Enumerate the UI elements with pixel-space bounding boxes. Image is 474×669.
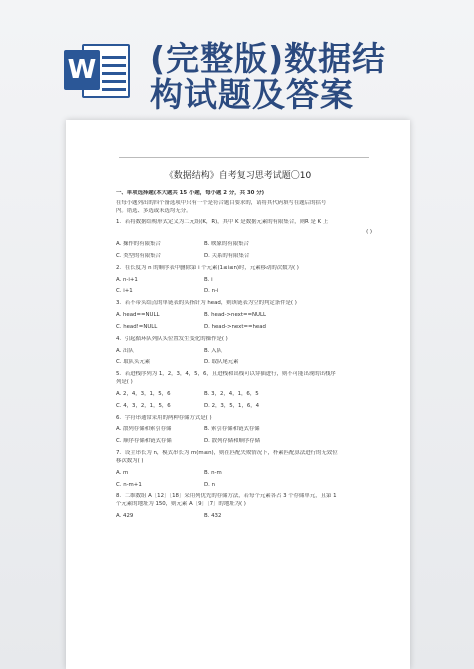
- document-body: [116, 190, 406, 521]
- banner-title-line2: 构试题及答案: [150, 75, 354, 114]
- question-text: 2．在长度为 n 的顺序表中删除第 i 个元素(1≤i≤n)时，元素移动的次数为( ): [116, 264, 299, 271]
- document-page: [66, 120, 410, 669]
- option-row: [116, 426, 406, 434]
- option-item: B. 映象的有限集合: [204, 241, 249, 248]
- option-item: C. 顺序存储和链式存储: [116, 438, 172, 445]
- option-item: B. i: [204, 276, 213, 283]
- option-row: [116, 438, 406, 446]
- instruction-line: 内。错选、多选或未选均无分。: [116, 207, 192, 214]
- option-row: [116, 359, 406, 367]
- option-item: C. 类型的有限集合: [116, 252, 161, 259]
- question-text: 4．引起循环队列队头位置发生变化的操作是( ): [116, 335, 228, 342]
- option-item: A. head==NULL: [116, 312, 160, 319]
- question-text: 1．若将数据结构形式定义为二元组(K，R)，其中 K 是数据元素的有限集合，则R 是 K 上: [116, 219, 329, 226]
- option-item: C. n-m+1: [116, 481, 142, 488]
- option-item: C. 4，3，2，1，5，6: [116, 402, 171, 409]
- option-item: B. 索引存储和链式存储: [204, 426, 260, 433]
- option-row: [116, 403, 406, 411]
- option-row: [116, 324, 406, 332]
- answer-blank: ( ): [366, 229, 372, 236]
- option-row: [116, 277, 406, 285]
- option-item: D. n: [204, 481, 215, 488]
- option-item: A. m: [116, 469, 129, 476]
- option-item: C. head!=NULL: [116, 323, 158, 330]
- option-item: A. 散列存储和索引存储: [116, 426, 172, 433]
- question-text: 7．设主串长为 n，模式串长为 m(m≤n)，则在匹配失败情况下，朴素匹配算法进行的无效位: [116, 450, 338, 457]
- option-item: A. 操作的有限集合: [116, 241, 161, 248]
- option-row: [116, 348, 406, 356]
- question-text: 个元素的地址为 150，则元素 A［9］［7］的地址为( ): [116, 501, 246, 508]
- option-row: [116, 470, 406, 478]
- option-item: B. 入队: [204, 347, 222, 354]
- option-item: D. 关系的有限集合: [204, 252, 250, 259]
- option-item: B. 3，2，4，1，6，5: [204, 390, 259, 397]
- banner-title-line1: (完整版)数据结: [150, 39, 387, 78]
- word-icon-badge: W: [64, 50, 100, 90]
- option-row: [116, 253, 406, 261]
- question-text: 8．二维数组 A［12］［18］采用列优先的存储方法，若每个元素各占 3 个存储单元，且第 1: [116, 493, 337, 500]
- option-item: D. n-i: [204, 288, 219, 295]
- option-row: [116, 241, 406, 249]
- option-item: B. 432: [204, 513, 222, 520]
- word-icon: [64, 40, 132, 100]
- option-row: [116, 513, 406, 521]
- option-item: B. n-m: [204, 469, 222, 476]
- question-text: 移次数为( ): [116, 457, 144, 464]
- option-item: A. 2，4，3，1，5，6: [116, 390, 171, 397]
- option-item: C. 取队头元素: [116, 359, 151, 366]
- option-row: [116, 288, 406, 296]
- question-text: 5．若进栈序列为 1，2，3，4，5，6，且进栈和出栈可以穿插进行，则不可能出现的出栈序: [116, 371, 336, 378]
- question-text: 3．若不带头结点的单链表的头指针为 head，则该链表为空的判定条件是( ): [116, 300, 297, 307]
- option-item: A. n-i+1: [116, 276, 138, 283]
- option-item: D. 2，3，5，1，6，4: [204, 402, 260, 409]
- option-row: [116, 482, 406, 490]
- option-item: A. 429: [116, 513, 134, 520]
- section-heading: 一、单项选择题(本大题共 15 小题，每小题 2 分，共 30 分): [116, 190, 265, 196]
- document-title: 《数据结构》自考复习思考试题〇10: [164, 171, 312, 181]
- header-rule: [119, 157, 369, 158]
- option-item: D. 散列存储和顺序存储: [204, 438, 261, 445]
- option-row: [116, 312, 406, 320]
- question-text: 6．字符串通常采用的两种存储方式是( ): [116, 414, 212, 421]
- option-item: D. head->next==head: [204, 323, 266, 330]
- question-list: [116, 215, 406, 520]
- option-item: B. head->next==NULL: [204, 312, 267, 319]
- instruction-line: 在每小题列出的四个备选项中只有一个是符合题目要求的，请将其代码填写在题后的括号: [116, 199, 327, 206]
- option-item: C. i+1: [116, 288, 133, 295]
- option-row: [116, 391, 406, 399]
- option-item: D. 取队尾元素: [204, 359, 239, 366]
- option-item: A. 出队: [116, 347, 134, 354]
- header-banner: [0, 0, 474, 130]
- question-text: 列是( ): [116, 379, 133, 386]
